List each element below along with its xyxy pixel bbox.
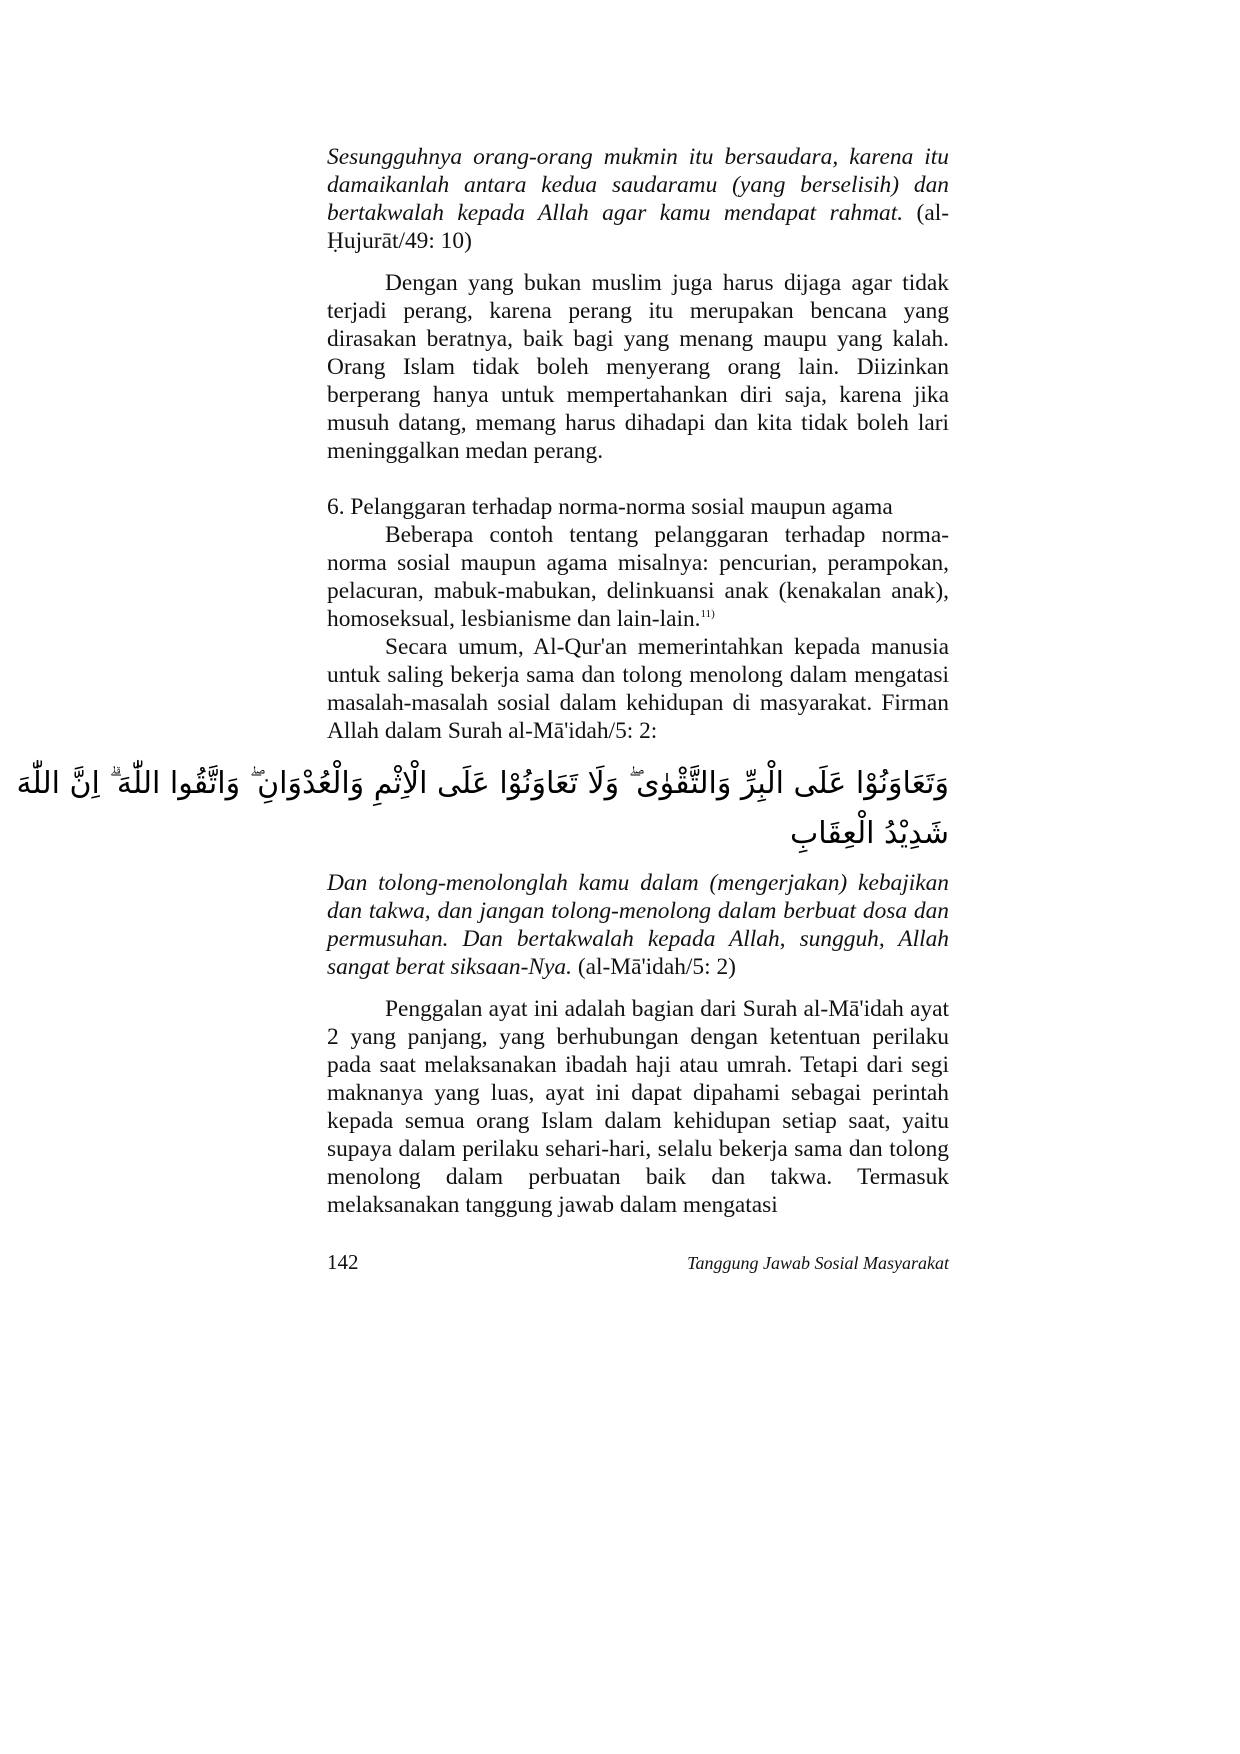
- section-heading-6: 6. Pelanggaran terhadap norma-norma sosial maupun agama: [327, 494, 893, 520]
- arabic-verse-maidah: [16, 759, 949, 859]
- paragraph-verse-explanation: Penggalan ayat ini adalah bagian dari Surah al-Mā'idah ayat 2 yang panjang, yang berhubungan dengan ketentuan perilaku pada saat melaksanakan ibadah haji atau umrah. Tetapi dari segi maknanya yang luas, ayat ini dapat dipahami sebagai perintah kepada semua orang Islam dalam kehidupan setiap saat, yaitu supaya dalam perilaku sehari-hari, selalu bekerja sama dan tolong menolong dalam perbuatan baik dan takwa. Termasuk melaksanakan tanggung jawab dalam mengatasi: [327, 996, 949, 1218]
- quran-translation-hujurat: [327, 143, 949, 255]
- paragraph-violation-examples: [327, 521, 949, 633]
- paragraph-text: Beberapa contoh tentang pelanggaran terhadap norma-norma sosial maupun agama misalnya: pencurian, perampokan, pelacuran, mabuk-mabukan, delinkuansi anak (kenakalan anak), homoseksual, lesbianisme dan lain-lain.: [327, 522, 949, 632]
- quran-translation-maidah: [327, 869, 949, 981]
- page-body: [16, 143, 949, 1219]
- translation-text: Dan tolong-menolonglah kamu dalam (mengerjakan) kebajikan dan takwa, dan jangan tolong-menolong dalam berbuat dosa dan permusuhan. Dan bertakwalah kepada Allah, sungguh, Allah sangat berat siksaan-Nya.: [327, 870, 949, 980]
- arabic-verse-line-2: شَدِيْدُ الْعِقَابِ: [789, 816, 949, 851]
- page-number: 142: [327, 1250, 359, 1274]
- paragraph-quran-command: Secara umum, Al-Qur'an memerintahkan kepada manusia untuk saling bekerja sama dan tolong menolong dalam mengatasi masalah-masalah sosial dalam kehidupan di masyarakat. Firman Allah dalam Surah al-Mā'idah/5: 2:: [327, 634, 949, 744]
- running-title: Tanggung Jawab Sosial Masyarakat: [687, 1253, 949, 1273]
- arabic-verse-line-1: وَتَعَاوَنُوْا عَلَى الْبِرِّ وَالتَّقْوٰى ۖ وَلَا تَعَاوَنُوْا عَلَى الْاِثْمِ وَالْعُدْوَانِ ۖ وَاتَّقُوا اللّٰهَ ۗ اِنَّ اللّٰهَ: [16, 766, 949, 801]
- translation-text: Sesungguhnya orang-orang mukmin itu bersaudara, karena itu damaikanlah antara kedua saudaramu (yang berselisih) dan bertakwalah kepada Allah agar kamu mendapat rahmat.: [327, 144, 949, 226]
- footnote-marker: 11): [700, 608, 715, 620]
- verse-reference: (al-Mā'idah/5: 2): [577, 954, 736, 980]
- verse-reference: (al-Ḥujurāt/49: 10): [327, 200, 949, 254]
- paragraph-non-muslim: Dengan yang bukan muslim juga harus dijaga agar tidak terjadi perang, karena perang itu merupakan bencana yang dirasakan beratnya, baik bagi yang menang maupu yang kalah. Orang Islam tidak boleh menyerang orang lain. Diizinkan berperang hanya untuk mempertahankan diri saja, karena jika musuh datang, memang harus dihadapi dan kita tidak boleh lari meninggalkan medan perang.: [327, 270, 949, 464]
- page-footer: [327, 1249, 949, 1277]
